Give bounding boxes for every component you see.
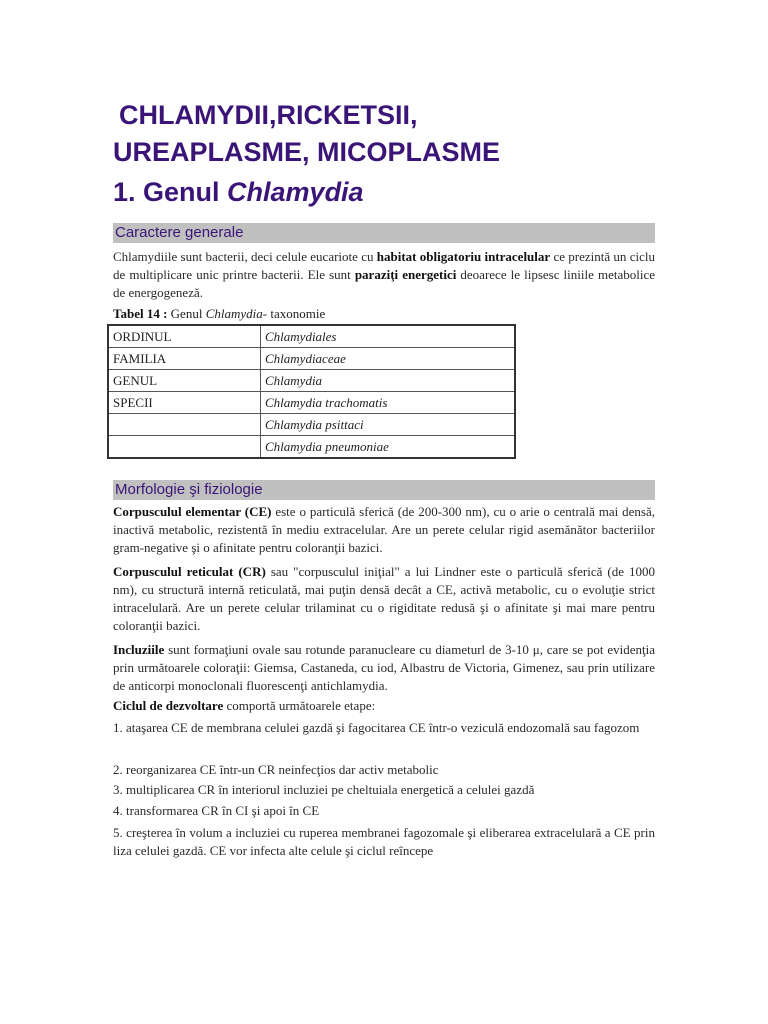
- cycle-step: 2. reorganizarea CE într-un CR neinfecţios dar activ metabolic: [113, 762, 439, 777]
- caption-label: Tabel 14 :: [113, 306, 168, 321]
- caption-text: Genul: [167, 306, 206, 321]
- text-run: Chlamydiile sunt bacterii, deci celule eucariote cu: [113, 249, 377, 264]
- bold-run: Incluziile: [113, 642, 165, 657]
- section-header-morphology: Morfologie şi fiziologie: [113, 480, 655, 500]
- table-row: [108, 370, 515, 392]
- caption-tail: - taxonomie: [262, 306, 326, 321]
- cycle-step: 3. multiplicarea CR în interiorul incluziei pe cheltuiala energetică a celulei gazdă: [113, 782, 535, 797]
- caption-genus: Chlamydia: [205, 306, 263, 321]
- bold-run: paraziţi energetici: [354, 267, 457, 282]
- general-paragraph: [113, 248, 655, 302]
- table-cell: Chlamydia pneumoniae: [261, 436, 516, 459]
- section-header-general: Caractere generale: [113, 223, 655, 243]
- main-title-line2: UREAPLASME, MICOPLASME: [113, 137, 501, 167]
- table-cell: FAMILIA: [108, 348, 261, 370]
- cycle-step: 4. transformarea CR în CI şi apoi în CE: [113, 803, 320, 818]
- table-cell: Chlamydia psittaci: [261, 414, 516, 436]
- table-caption: [113, 305, 325, 323]
- cycle-step: 5. creşterea în volum a incluziei cu ruperea membranei fagozomale şi eliberarea extracelulară a CE prin liza celulei gazdă. CE vor infecta alte celule şi ciclul reîncepe: [113, 825, 655, 858]
- bold-run: habitat obligatoriu intracelular: [376, 249, 551, 264]
- bold-run: Corpusculul reticulat (CR): [113, 564, 266, 579]
- taxonomy-table: [107, 324, 516, 459]
- text-run: deoarece le lipsesc liniile metabolice de energogeneză.: [113, 267, 655, 300]
- table-row: [108, 348, 515, 370]
- table-cell: [108, 414, 261, 436]
- table-cell: Chlamydia trachomatis: [261, 392, 516, 414]
- text-run: sunt formaţiuni ovale sau rotunde paranucleare cu diameturl de 3-10 μ, care se pot evidenţia prin următoarele coloraţii: Giemsa, Castaneda, cu iod, Albastru de Victoria, Gimenez, sau prin utilizare de anticorpi monoclonali fluorescenţi antichlamydia.: [113, 642, 655, 693]
- table-cell: SPECII: [108, 392, 261, 414]
- table-cell: GENUL: [108, 370, 261, 392]
- genus-heading-name: Chlamydia: [227, 177, 364, 207]
- text-run: sau "corpusculul iniţial" a lui Lindner este o particulă sferică (de 1000 nm), cu structură internă reticulată, mai puţin densă decât a CE, activă metabolic, cu o evoluţie strict intracelulară. Are un perete celular trilaminat cu o rigiditate redusă şi o afinitate şi mai mare pentru coloranţii bazici.: [113, 564, 655, 633]
- bold-run: Corpusculul elementar (CE): [113, 504, 272, 519]
- paragraph-reticulate-body: [113, 563, 655, 635]
- main-title-line1: CHLAMYDII,RICKETSII,: [119, 100, 418, 130]
- bold-run: Ciclul de dezvoltare: [113, 698, 224, 713]
- cycle-step: 1. ataşarea CE de membrana celulei gazdă şi fagocitarea CE într-o veziculă endozomală sau fagozom: [113, 720, 640, 735]
- table-row: [108, 325, 515, 348]
- text-run: comportă următoarele etape:: [223, 698, 376, 713]
- table-cell: [108, 436, 261, 459]
- text-run: este o particulă sferică (de 200-300 nm), cu o arie o centrală mai densă, inactivă metabolic, rezistentă în mediu extracelular. Are un perete celular rigid asemănător bacteriilor gram-negative şi o afinitate pentru coloranţii bazici.: [113, 504, 655, 555]
- table-row: [108, 414, 515, 436]
- table-row: [108, 436, 515, 459]
- table-cell: ORDINUL: [108, 325, 261, 348]
- paragraph-inclusions: [113, 641, 655, 695]
- table-cell: Chlamydia: [261, 370, 516, 392]
- table-cell: Chlamydiaceae: [261, 348, 516, 370]
- genus-heading: [113, 175, 364, 209]
- genus-heading-prefix: 1. Genul: [113, 177, 228, 207]
- table-cell: Chlamydiales: [261, 325, 516, 348]
- text-run: ce prezintă un ciclu de multiplicare unic printre bacterii. Ele sunt: [113, 249, 655, 282]
- table-row: [108, 392, 515, 414]
- paragraph-cycle: [113, 697, 655, 715]
- paragraph-elementary-body: [113, 503, 655, 557]
